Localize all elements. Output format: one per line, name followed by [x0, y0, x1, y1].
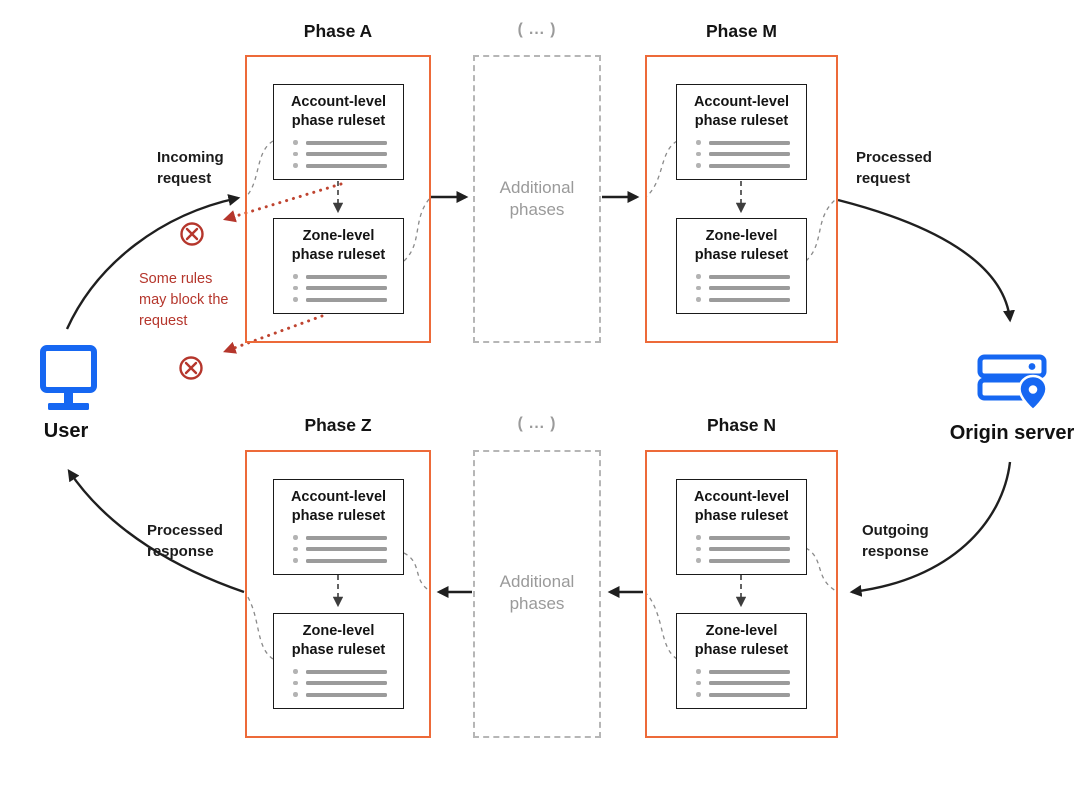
blocked-request-dotted-arrow-bottom	[226, 316, 322, 351]
ruleset-title: Zone-level phase ruleset	[291, 228, 386, 264]
incoming-request-label: Incoming request	[157, 149, 224, 187]
user-monitor-icon	[43, 348, 94, 410]
ruleset-title: Account-level phase ruleset	[290, 94, 387, 130]
blocked-request-icon	[182, 224, 203, 245]
additional-phases-label: Additional phases	[499, 178, 575, 220]
user-label: User	[43, 420, 89, 442]
ruleset-title: Account-level phase ruleset	[290, 489, 387, 525]
phase-n-title: Phase N	[706, 415, 777, 435]
phase-a-title: Phase A	[303, 21, 373, 41]
ruleset-title: Zone-level phase ruleset	[694, 623, 789, 659]
processed-response-label: Processed response	[147, 522, 223, 560]
ruleset-title: Account-level phase ruleset	[693, 489, 790, 525]
block-note: Some rules may block the request	[139, 271, 229, 330]
blocked-request-dotted-arrow-top	[226, 184, 341, 219]
processed-request-arrow	[838, 200, 1010, 320]
ruleset-title: Zone-level phase ruleset	[694, 228, 789, 264]
processed-request-label: Processed request	[856, 149, 932, 187]
phase-entry-exit-connectors	[246, 141, 836, 659]
additional-phases-ellipsis: ( ... )	[517, 21, 557, 38]
outgoing-response-arrow	[852, 462, 1010, 592]
blocked-request-icon	[181, 358, 202, 379]
origin-server-label: Origin server	[949, 422, 1075, 444]
phase-m-title: Phase M	[706, 21, 777, 41]
ruleset-title: Zone-level phase ruleset	[291, 623, 386, 659]
outgoing-response-label: Outgoing response	[862, 522, 929, 560]
processed-response-arrow	[69, 471, 244, 592]
additional-phases-label: Additional phases	[499, 572, 575, 614]
incoming-request-arrow	[67, 198, 238, 329]
phase-z-title: Phase Z	[304, 415, 372, 435]
ruleset-title: Account-level phase ruleset	[693, 94, 790, 130]
additional-phases-ellipsis: ( ... )	[517, 415, 557, 432]
origin-server-icon	[980, 357, 1047, 410]
